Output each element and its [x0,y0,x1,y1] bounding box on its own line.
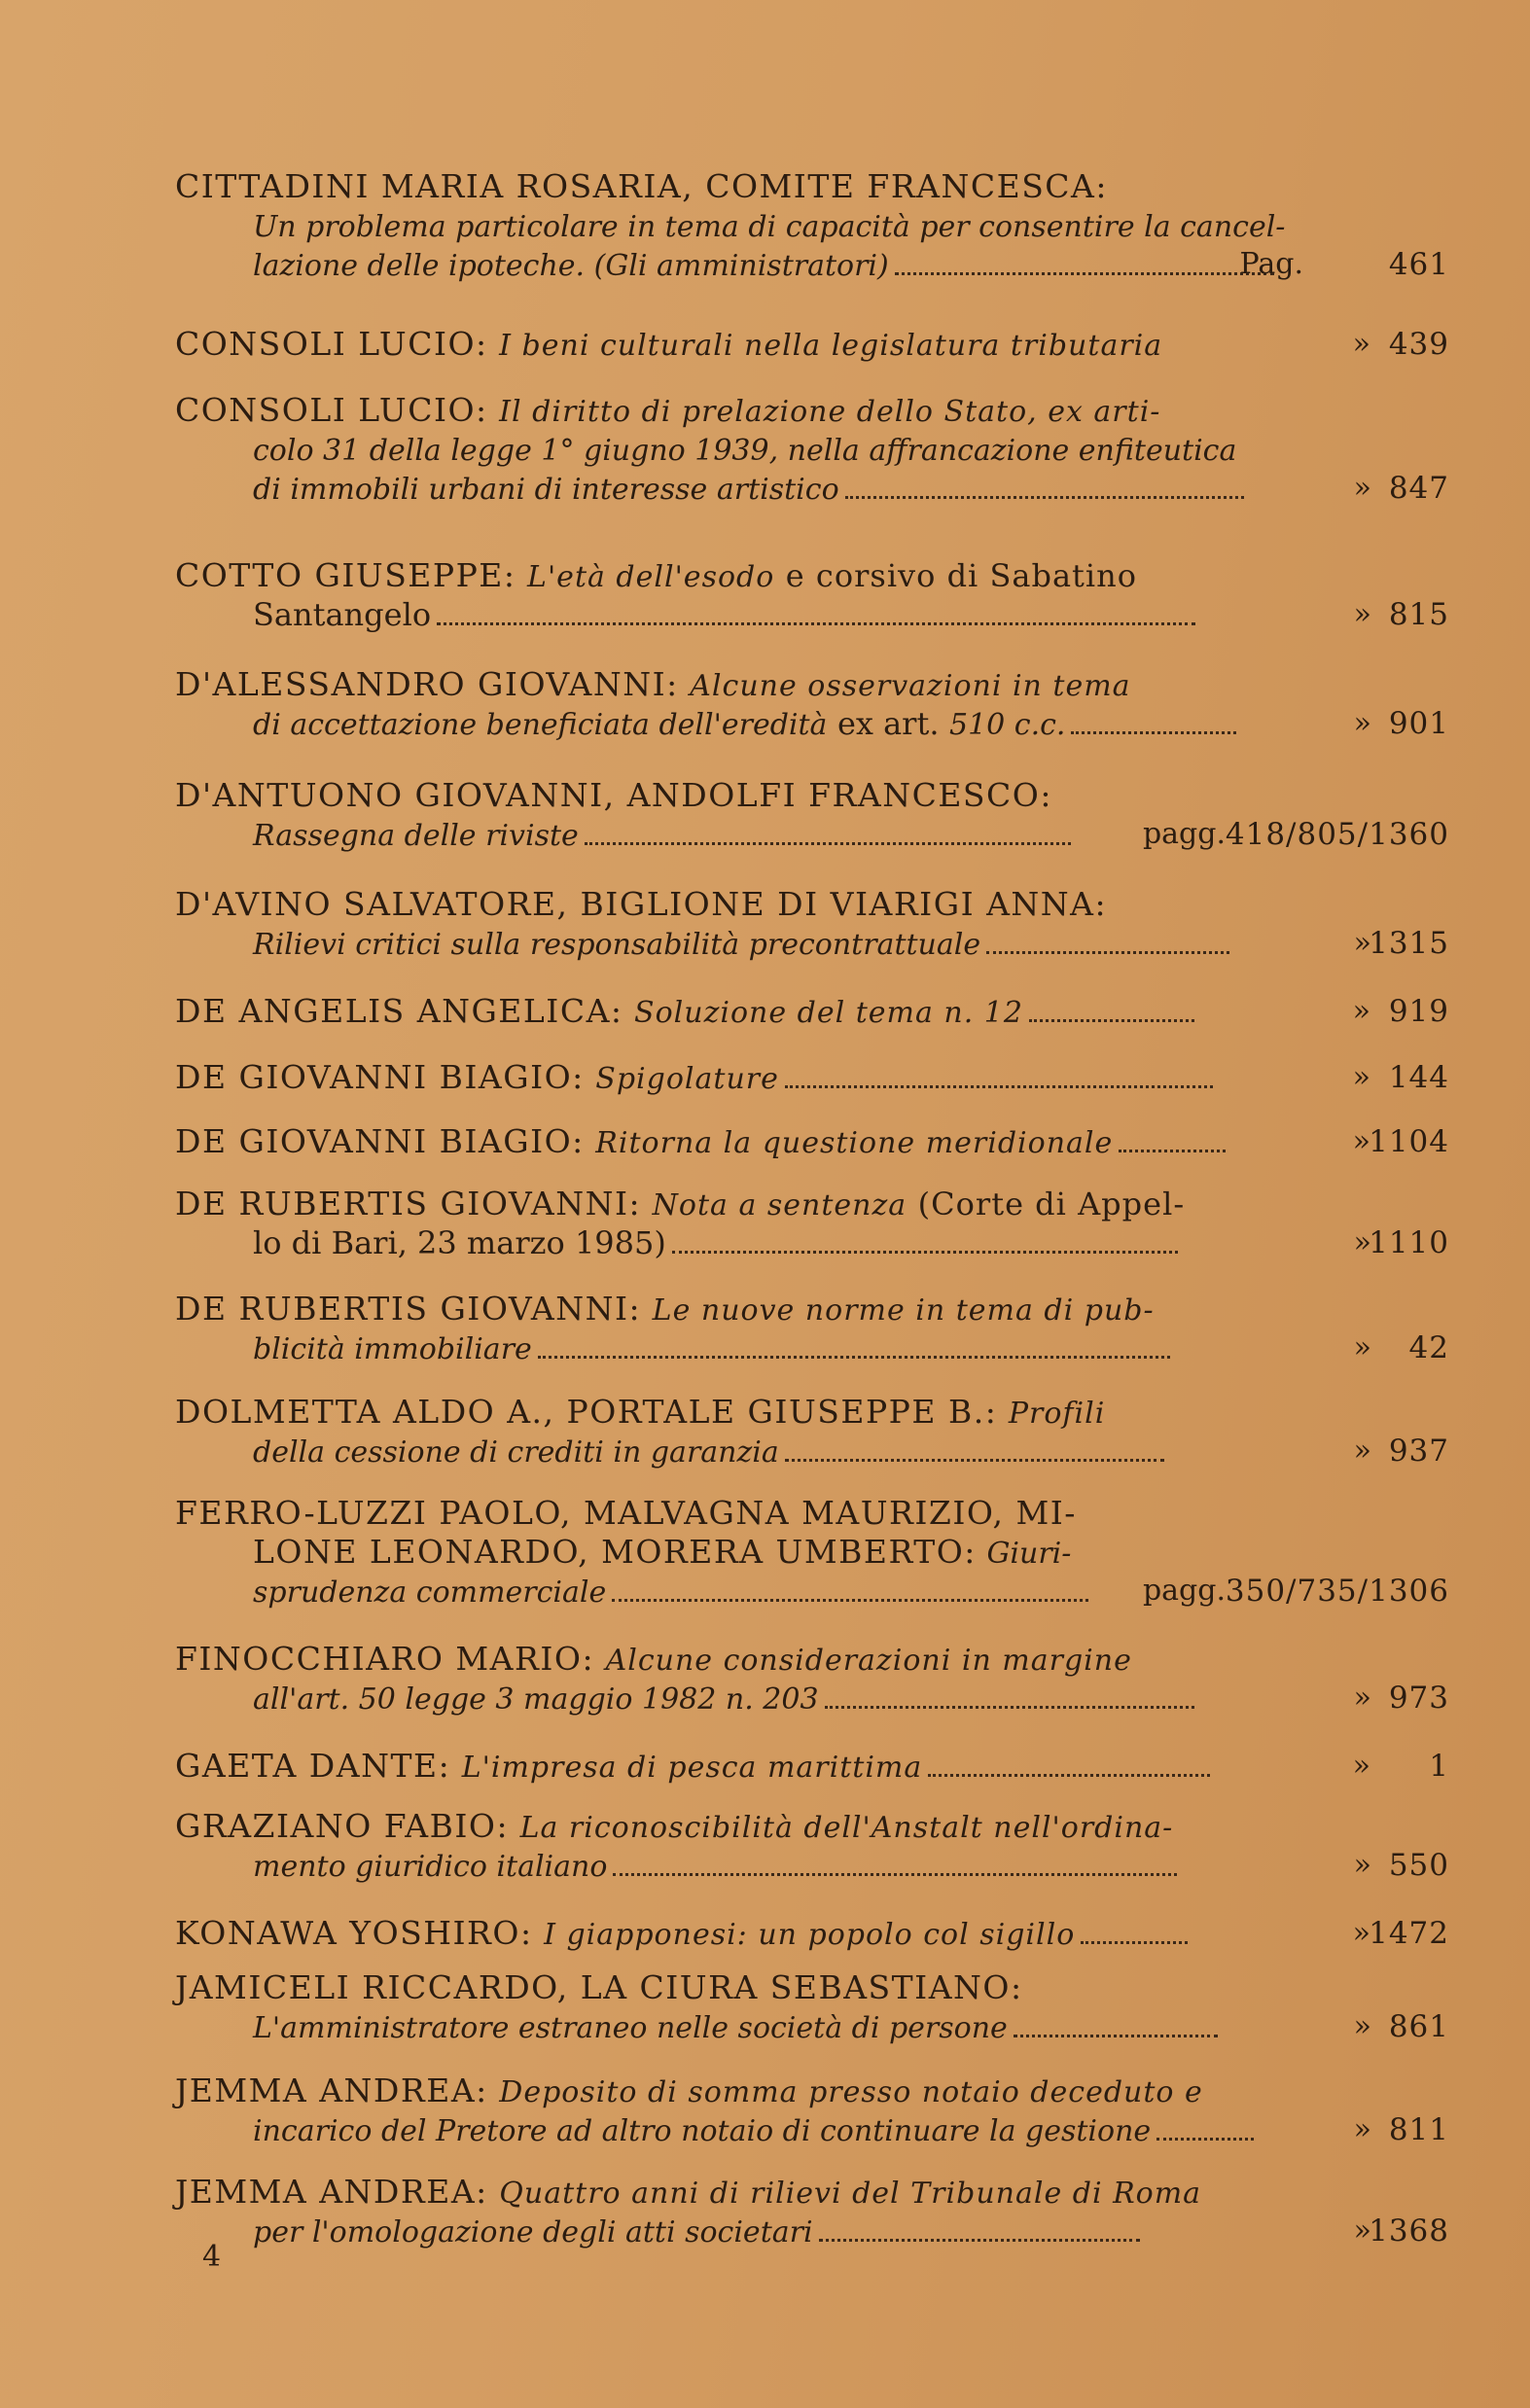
page-label: pagg. [1142,1574,1226,1608]
page-label: pagg. [1142,817,1226,851]
entry-title: colo 31 della legge 1° giugno 1939, nella affrancazione enfiteutica [253,434,1237,468]
page-label: » [1353,1330,1371,1364]
page-label: » [1353,597,1371,631]
dot-leader [612,1598,1088,1602]
entry-title: Le nuove norme in tema di pub- [652,1293,1155,1328]
dot-leader [1014,2034,1218,2037]
page-label: » [1353,2112,1371,2146]
entry-title: lazione delle ipoteche. (Gli amministratori) [253,249,889,283]
entry-note: (Corte di Appel- [917,1186,1186,1222]
entry-title: Giuri- [986,1537,1072,1571]
index-entry [175,1914,1449,1953]
dot-leader [1156,2137,1254,2141]
page-label: » [1353,1848,1371,1882]
dot-leader [928,1773,1210,1777]
page-number: 1 [1429,1749,1449,1784]
entry-title: Ritorna la questione meridionale [595,1126,1114,1160]
dot-leader [819,2238,1140,2242]
page-label: » [1353,1434,1371,1468]
entry-title: della cessione di crediti in garanzia [253,1435,779,1470]
dot-leader [785,1084,1213,1088]
dot-leader [1081,1940,1188,1944]
entry-title: mento giuridico italiano [253,1850,608,1884]
entry-title: per l'omologazione degli atti societari [253,2215,813,2249]
dot-leader [785,1458,1164,1462]
entry-title: L'età dell'esodo [527,560,775,594]
entry-title: Profili [1008,1397,1106,1431]
entry-title: di immobili urbani di interesse artistico [253,473,839,507]
entry-author: D'AVINO SALVATORE, BIGLIONE DI VIARIGI ANNA: [175,885,1108,923]
entry-author: CITTADINI MARIA ROSARIA, COMITE FRANCESCA: [175,167,1109,205]
entry-author: D'ALESSANDRO GIOVANNI: [175,665,679,703]
entry-title: I beni culturali nella legislatura tributaria [499,329,1163,363]
index-entry [175,776,1449,854]
dot-leader [538,1355,1170,1359]
page-label: » [1353,471,1371,505]
page-number: 919 [1388,994,1449,1029]
index-entry [175,1807,1449,1885]
page-number: 550 [1388,1848,1449,1883]
dot-leader [1071,730,1236,734]
dot-leader [613,1872,1177,1876]
page-number: 350/735/1306 [1225,1574,1449,1609]
entry-author: DOLMETTA ALDO A., PORTALE GIUSEPPE B.: [175,1393,998,1431]
page-label: » [1353,1225,1371,1259]
entry-title: Quattro anni di rilievi del Tribunale di Roma [499,2177,1202,2211]
entry-author: GAETA DANTE: [175,1747,451,1785]
index-entry [175,885,1449,963]
index-entry [175,992,1449,1031]
index-entry [175,556,1449,634]
entry-title: incarico del Pretore ad altro notaio di continuare la gestione [253,2114,1152,2148]
index-entry [175,1640,1449,1717]
entry-title: La riconoscibilità dell'Anstalt nell'ordina- [519,1811,1174,1845]
page-label: » [1352,327,1371,361]
index-entry [175,1058,1449,1097]
page-number: 1315 [1369,926,1449,961]
page-number: 439 [1388,327,1449,362]
page-label: » [1352,1916,1371,1950]
index-entry [175,1747,1449,1786]
page-number: 847 [1388,471,1449,506]
page-number: 815 [1388,597,1449,632]
page-label: » [1352,1124,1371,1158]
index-entry [175,1122,1449,1161]
dot-leader [585,841,1071,845]
index-entry [175,1968,1449,2046]
entry-author: FINOCCHIARO MARIO: [175,1640,595,1678]
dot-leader [672,1250,1178,1254]
entry-author: GRAZIANO FABIO: [175,1807,510,1845]
page-label: » [1353,706,1371,740]
index-entry [175,325,1449,364]
index-entry [175,2173,1449,2250]
index-entry [175,2072,1449,2149]
page-number: 42 [1408,1330,1449,1365]
entry-title: sprudenza commerciale [253,1576,607,1610]
entry-title: all'art. 50 legge 3 maggio 1982 n. 203 [253,1682,819,1717]
entry-note: ex art. [836,705,940,742]
entry-title: Deposito di somma presso notaio deceduto e [499,2075,1203,2109]
page-number: 461 [1388,247,1449,282]
page-label: » [1353,1681,1371,1715]
dot-leader [895,271,1274,275]
page-number: 811 [1388,2112,1449,2147]
entry-title: blicità immobiliare [253,1332,532,1366]
entry-author: DE GIOVANNI BIAGIO: [175,1122,585,1160]
page-label: Pag. [1239,247,1303,281]
page-label: » [1352,994,1371,1028]
entry-author: JEMMA ANDREA: [175,2173,488,2211]
entry-title: Rilievi critici sulla responsabilità precontrattuale [253,928,981,962]
entry-title: L'amministratore estraneo nelle società di persone [253,2011,1008,2045]
entry-author: DE RUBERTIS GIOVANNI: [175,1185,642,1222]
entry-title: Rassegna delle riviste [253,819,579,853]
index-entry [175,1185,1449,1262]
page-number: 861 [1388,2009,1449,2044]
page-number: 973 [1388,1681,1449,1716]
page-number: 901 [1388,706,1449,741]
dot-leader [845,495,1244,499]
entry-author: DE ANGELIS ANGELICA: [175,992,623,1030]
index-entry [175,1393,1449,1470]
page-number: 418/805/1360 [1225,817,1449,852]
entry-title: L'impresa di pesca marittima [461,1751,923,1785]
page-number: 1110 [1369,1225,1449,1260]
index-entry [175,665,1449,743]
entry-title: I giapponesi: un popolo col sigillo [544,1918,1076,1952]
page-label: » [1353,926,1371,960]
entry-title: di accettazione beneficiata dell'eredità [253,708,828,742]
page-number: 1472 [1369,1916,1449,1951]
entry-title: Alcune osservazioni in tema [690,669,1131,703]
page-number: 144 [1388,1060,1449,1095]
entry-note: Santangelo [253,596,432,633]
entry-title: 510 c.c. [949,708,1066,742]
entry-title: Soluzione del tema n. 12 [634,996,1023,1030]
entry-author: FERRO-LUZZI PAOLO, MALVAGNA MAURIZIO, MI- [175,1494,1077,1532]
page-label: » [1353,2009,1371,2043]
footer-page-number: 4 [202,2240,222,2274]
entry-title: Il diritto di prelazione dello Stato, ex arti- [499,395,1161,429]
dot-leader [437,621,1195,625]
entry-author: LONE LEONARDO, MORERA UMBERTO: [253,1533,977,1571]
entry-author: CONSOLI LUCIO: [175,325,488,363]
entry-note: lo di Bari, 23 marzo 1985) [253,1224,666,1261]
dot-leader [1029,1018,1194,1022]
entry-title: Spigolature [595,1062,779,1096]
entry-author: COTTO GIUSEPPE: [175,556,516,594]
entry-author: CONSOLI LUCIO: [175,391,488,429]
page-label: » [1352,1060,1371,1094]
entry-note: e corsivo di Sabatino [785,557,1137,594]
dot-leader [825,1705,1194,1709]
entry-author: D'ANTUONO GIOVANNI, ANDOLFI FRANCESCO: [175,776,1052,814]
entry-author: JEMMA ANDREA: [175,2072,488,2109]
entry-author: KONAWA YOSHIRO: [175,1914,533,1952]
entry-title: Nota a sentenza [652,1188,907,1222]
page-number: 1104 [1369,1124,1449,1159]
dot-leader [1119,1149,1226,1152]
index-entry [175,391,1449,508]
page-number: 1368 [1369,2213,1449,2249]
page-label: » [1353,2213,1371,2248]
entry-author: DE GIOVANNI BIAGIO: [175,1058,585,1096]
entry-title: Alcune considerazioni in margine [605,1644,1132,1678]
dot-leader [986,950,1229,954]
entry-title: Un problema particolare in tema di capacità per consentire la cancel- [253,210,1286,244]
index-entry [175,1494,1449,1611]
page-label: » [1352,1749,1371,1783]
index-entry [175,1290,1449,1367]
page-number: 937 [1388,1434,1449,1469]
entry-author: DE RUBERTIS GIOVANNI: [175,1290,642,1328]
entry-author: JAMICELI RICCARDO, LA CIURA SEBASTIANO: [175,1968,1023,2006]
index-entry [175,167,1449,284]
